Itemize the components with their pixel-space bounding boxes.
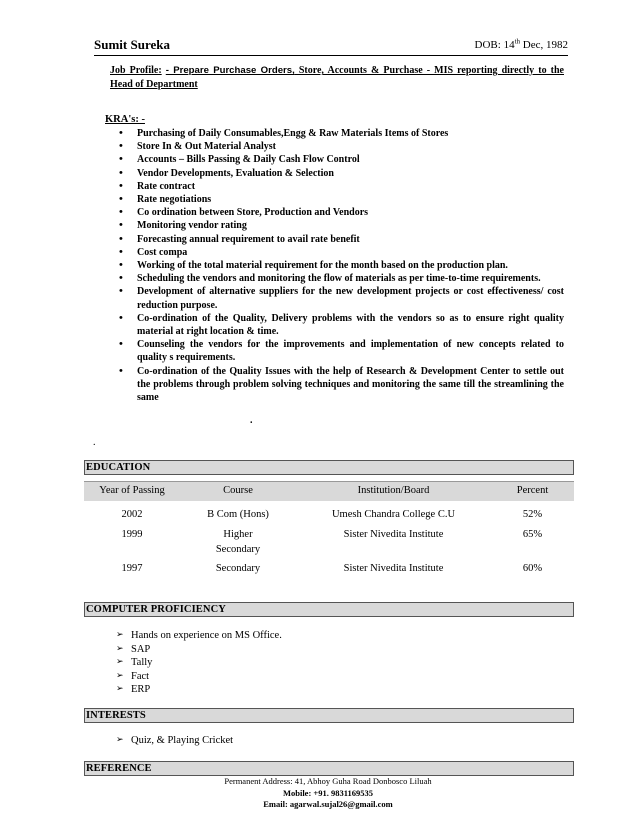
kra-item: • Forecasting annual requirement to avail rate benefit [118,233,564,246]
kra-item: • Rate negotiations [118,193,564,206]
kra-item: • Vendor Developments, Evaluation & Selection [118,167,564,180]
computer-skills-list [116,629,282,697]
dob-suffix: Dec, 1982 [520,39,568,51]
computer-section-header [84,602,574,617]
percent-cell: 60% [522,563,543,574]
header-percent: Percent [516,485,549,496]
list-item: ➢ Fact [116,670,282,684]
institution-cell: Sister Nivedita Institute [343,563,444,574]
kra-title: KRA's: - [105,114,145,125]
kra-trailing-dot: . [250,415,253,426]
job-profile-label: Job Profile: [110,65,162,76]
institution-cell: Sister Nivedita Institute [343,529,444,540]
header-institution: Institution/Board [357,485,430,496]
footer-address: Permanent Address: 41, Abhoy Guha Road Donbosco Liluah [224,776,432,786]
education-title: EDUCATION [86,462,151,473]
list-item: ➢ ERP [116,683,282,697]
kra-item: • Co-ordination of the Quality, Delivery problems with the vendors so as to ensure right quality material at right location & time. [118,312,564,338]
kra-item: • Counseling the vendors for the improvements and implementation of new concepts related to quality s requirements. [118,338,564,364]
education-table [84,481,574,574]
percent-cell: 52% [522,509,543,520]
kra-item: • Monitoring vendor rating [118,219,564,232]
kra-item: • Co-ordination of the Quality Issues with the help of Research & Development Center to settle out the problems through problem solving techniques and monitoring the same till the streamlining the same [118,365,564,405]
course-cell: Higher Secondary [215,529,261,555]
kra-item: • Co ordination between Store, Production and Vendors [118,206,564,219]
course-cell: Secondary [215,563,261,574]
institution-cell: Umesh Chandra College C.U [331,509,456,520]
footer-mobile: Mobile: +91. 9831169535 [282,787,374,798]
interests-section-header [84,708,574,723]
interests-list [116,734,233,748]
stray-dot: . [93,437,96,448]
course-cell: B Com (Hons) [207,509,269,520]
job-profile [110,64,564,92]
year-cell: 1999 [121,529,143,540]
kra-item: • Rate contract [118,180,564,193]
list-item: ➢ Quiz, & Playing Cricket [116,734,233,748]
education-section-header [84,460,574,475]
date-of-birth [475,39,568,51]
kra-item: • Working of the total material requirement for the month based on the production plan. [118,259,564,272]
dob-superscript: th [514,37,521,46]
kra-item: • Purchasing of Daily Consumables,Engg & Raw Materials Items of Stores [118,127,564,140]
kra-item: • Scheduling the vendors and monitoring the flow of materials as per time-to-time requirements. [118,272,564,285]
resume-header [94,37,568,56]
education-table-header [84,481,574,501]
percent-cell: 65% [522,529,543,540]
job-profile-text: Store, Accounts & Purchase - MIS reporting directly to the Head of Department [110,65,564,90]
kra-item: • Cost compa [118,246,564,259]
kra-item: • Store In & Out Material Analyst [118,140,564,153]
header-course: Course [223,485,253,496]
year-cell: 1997 [121,563,143,574]
list-item: ➢ SAP [116,643,282,657]
year-cell: 2002 [121,509,143,520]
page-footer [84,776,572,811]
reference-section-header [84,761,574,776]
list-item: ➢ Hands on experience on MS Office. [116,629,282,643]
job-profile-highlight: - Prepare Purchase Orders, [165,65,295,76]
kra-item: • Development of alternative suppliers for the new development projects or cost effectiveness/ cost reduction purpose. [118,285,564,311]
computer-title: COMPUTER PROFICIENCY [86,604,226,615]
candidate-name: Sumit Sureka [94,37,170,52]
dob-prefix: DOB: 14 [474,39,515,51]
header-year: Year of Passing [99,485,165,496]
kra-item: • Accounts – Bills Passing & Daily Cash Flow Control [118,153,564,166]
kra-list [118,127,564,404]
interests-title: INTERESTS [86,710,146,721]
reference-title: REFERENCE [86,763,152,774]
list-item: ➢ Tally [116,656,282,670]
footer-email: Email: agarwal.sujal26@gmail.com [263,799,393,809]
